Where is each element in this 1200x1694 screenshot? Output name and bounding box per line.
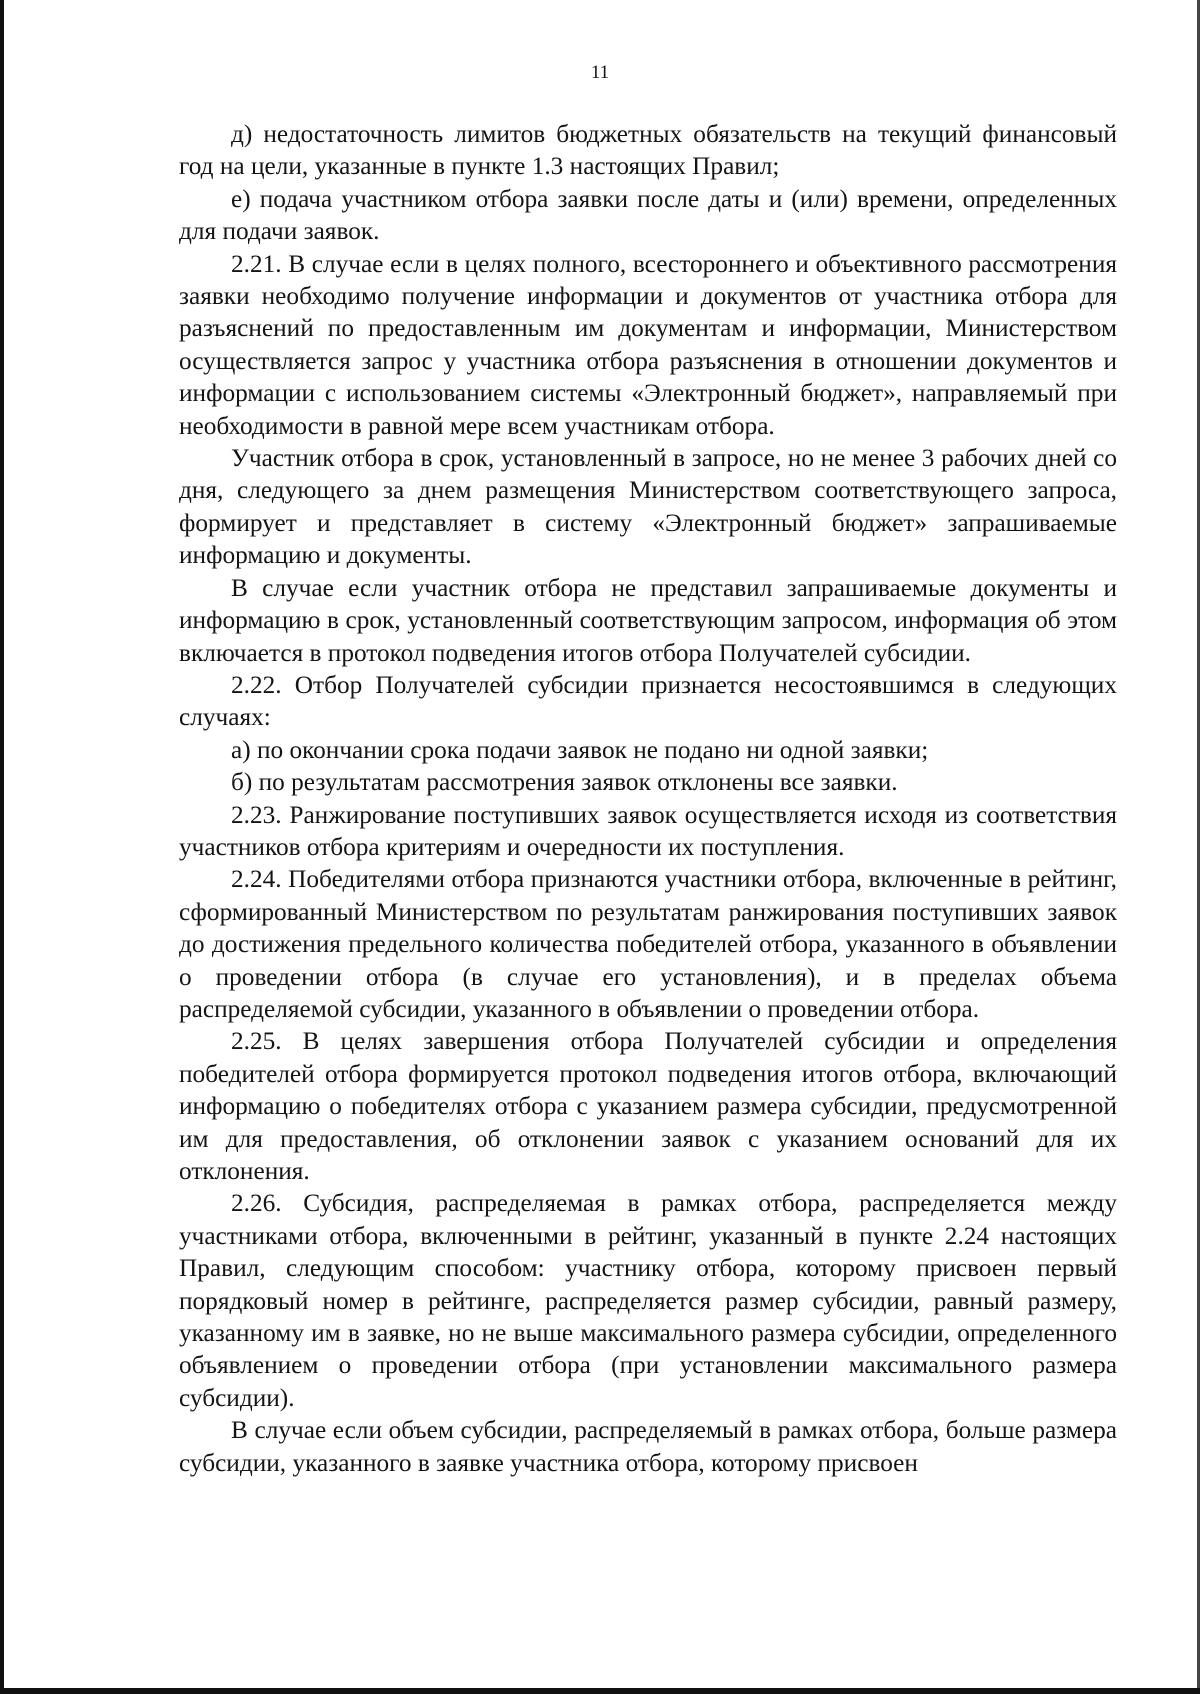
scan-edge-bottom [0,1688,1200,1694]
paragraph-2-21: 2.21. В случае если в целях полного, всестороннего и объективного рассмотрения заявки необходимо получение информации и документов от участника отбора для разъяснений по предоставленным им документам и информации, Министерством осуществляется запрос у участника отбора разъяснения в отношении документов и информации с использованием системы «Электронный бюджет», направляемый при необходимости в равной мере всем участникам отбора. [179,249,1117,440]
paragraph-2-23: 2.23. Ранжирование поступивших заявок осуществляется исходя из соответствия участников отбора критериям и очередности их поступления. [179,800,1117,861]
paragraph-2-26: 2.26. Субсидия, распределяемая в рамках отбора, распределяется между участниками отбора, включенными в рейтинг, указанный в пункте 2.24 настоящих Правил, следующим способом: участнику отбора, которому присвоен первый порядковый номер в рейтинге, распределяется размер субсидии, равный размеру, указанному им в заявке, но не выше максимального размера субсидии, определенного объявлением о проведении отбора (при установлении максимального размера субсидии). [179,1189,1117,1412]
paragraph-2-22: 2.22. Отбор Получателей субсидии признается несостоявшимся в следующих случаях: [179,670,1117,732]
paragraph-missing-documents: В случае если участник отбора не представил запрашиваемые документы и информацию в срок, установленный соответствующим запросом, информация об этом включается в протокол подведения итогов отбора Получателей субсидии. [179,573,1117,667]
document-body [179,118,1117,1479]
paragraph-subsidy-volume: В случае если объем субсидии, распределяемый в рамках отбора, больше размера субсидии, указанного в заявке участника отбора, которому присвоен [179,1416,1117,1477]
page-number: 11 [590,62,610,83]
paragraph-budget-limits: д) недостаточность лимитов бюджетных обязательств на текущий финансовый год на цели, указанные в пункте 1.3 настоящих Правил; [179,120,1117,181]
paragraph-case-a: а) по окончании срока подачи заявок не подано ни одной заявки; [231,735,929,764]
paragraph-participant-deadline: Участник отбора в срок, установленный в запросе, но не менее 3 рабочих дней со дня, следующего за днем размещения Министерством соответствующего запроса, формирует и представляет в систему «Электронный бюджет» запрашиваемые информацию и документы. [179,444,1117,570]
paragraph-case-b: б) по результатам рассмотрения заявок отклонены все заявки. [231,768,898,797]
scan-edge-left [0,0,4,1694]
paragraph-late-application: е) подача участником отбора заявки после даты и (или) времени, определенных для подачи заявок. [179,184,1117,246]
paragraph-2-24: 2.24. Победителями отбора признаются участники отбора, включенные в рейтинг, сформированный Министерством по результатам ранжирования поступивших заявок до достижения предельного количества победителей отбора, указанного в объявлении о проведении отбора (в случае его установления), и в пределах объема распределяемой субсидии, указанного в объявлении о проведении отбора. [179,865,1117,1023]
paragraph-2-25: 2.25. В целях завершения отбора Получателей субсидии и определения победителей отбора формируется протокол подведения итогов отбора, включающий информацию о победителях отбора с указанием размера субсидии, предусмотренной им для предоставления, об отклонении заявок с указанием оснований для их отклонения. [179,1027,1117,1185]
